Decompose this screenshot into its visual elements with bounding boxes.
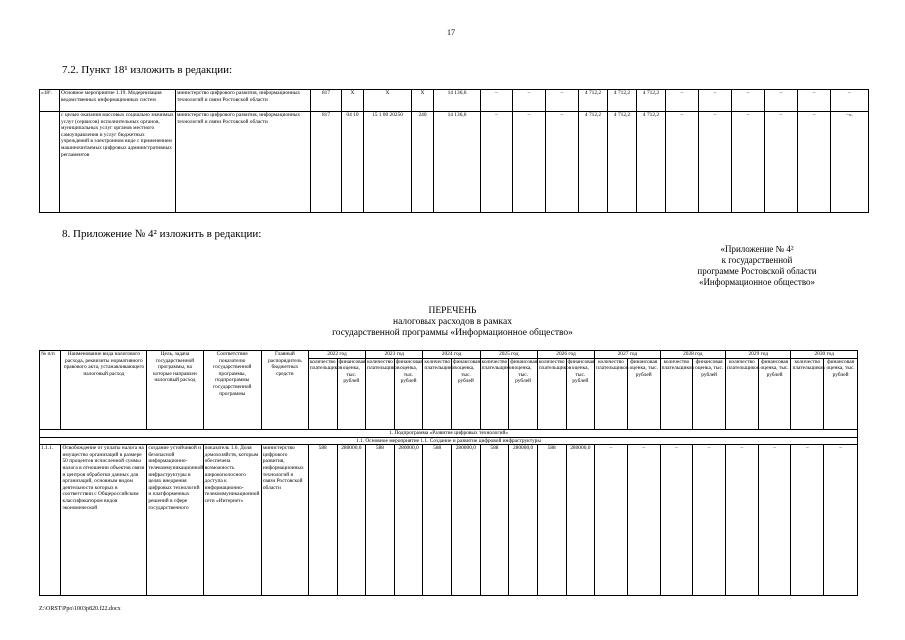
value-cell: 588 xyxy=(537,445,566,596)
table1-cell: 4 712,2 xyxy=(637,90,666,112)
head-gr: Главный распорядитель бюджетных средств xyxy=(261,351,308,430)
amendment-heading-2: 8. Приложение № 4² изложить в редакции: xyxy=(62,228,262,240)
table1-cell: – xyxy=(699,90,732,112)
estimate-header: финансовая оценка, тыс. рублей xyxy=(824,358,858,429)
table1-cell: – xyxy=(732,90,765,112)
subprogram-row: 1. Подпрограмма «Развитие цифровых технологий» xyxy=(40,430,858,438)
value-cell: 588 xyxy=(423,445,452,596)
head-name: Наименование вида налогового расхода, реквизиты нормативного правового акта, устанавливающего налоговый расход xyxy=(61,351,147,430)
title-line: государственной программы «Информационное общество» xyxy=(332,328,573,338)
table1-cell: – xyxy=(666,90,699,112)
value-cell: – xyxy=(627,445,660,596)
activity-row: 1.1. Основное мероприятие 1.1. Создание и развитие цифровой инфраструктуры xyxy=(40,437,858,445)
estimate-header: финансовая оценка, тыс. рублей xyxy=(758,358,791,429)
table1-cell: 240 xyxy=(412,112,434,213)
payers-count-header: количество плательщиков xyxy=(366,358,395,429)
value-cell: – xyxy=(595,445,628,596)
amendment-heading-1: 7.2. Пункт 18¹ изложить в редакции: xyxy=(62,64,233,76)
table1-cell: –». xyxy=(831,112,869,213)
value-cell: – xyxy=(660,445,693,596)
year-header: 2024 год xyxy=(423,351,480,359)
value-cell: 588 xyxy=(308,445,337,596)
appendix-line: программе Ростовской области xyxy=(697,266,817,276)
year-header: 2029 год xyxy=(726,351,791,359)
table1-cell: – xyxy=(798,112,831,213)
page-number: 17 xyxy=(447,28,455,37)
table1-cell: 817 xyxy=(311,112,342,213)
table1-cell: – xyxy=(481,90,513,112)
table1-cell: Основное мероприятие 1.19. Модернизация ведомственных информационных систем xyxy=(60,90,176,112)
table1-cell: – xyxy=(798,90,831,112)
row-goal: создание устойчивой и безопасной информационно-телекоммуникационной инфраструктуры в целях внедрения цифровых технологий и платформенных решений в сфере государственного xyxy=(147,445,203,596)
table1-cell: 4 712,2 xyxy=(637,112,666,213)
value-cell: – xyxy=(824,445,858,596)
title-line: налоговых расходов в рамках xyxy=(393,317,512,327)
value-cell: 280000,0 xyxy=(509,445,538,596)
table1-cell: – xyxy=(831,90,869,112)
payers-count-header: количество плательщиков xyxy=(423,358,452,429)
table1-cell: – xyxy=(732,112,765,213)
footer-path: Z:\ORST\Ppo\1003p820.f22.docx xyxy=(39,606,121,612)
table1-cell: 14 136,6 xyxy=(434,90,481,112)
table1-cell: 4 712,2 xyxy=(579,90,608,112)
table1-cell: Х xyxy=(342,90,364,112)
head-indicator: Соответствие показателю государственной программы, подпрограммы государственной программы xyxy=(203,351,261,430)
table1-cell: 15 1 00 20250 xyxy=(364,112,412,213)
table1-cell: – xyxy=(546,90,579,112)
row-indicator: показатель 1.6. Доля домохозяйств, которым обеспечена возможность широкополосного доступа к информационно-телекоммуникационной сети «Интернет» xyxy=(203,445,261,596)
table1-cell xyxy=(40,112,60,213)
year-header: 2026 год xyxy=(537,351,594,359)
table1-cell: – xyxy=(481,112,513,213)
table1-cell: 4 712,2 xyxy=(608,112,637,213)
value-cell: – xyxy=(791,445,824,596)
payers-count-header: количество плательщиков xyxy=(537,358,566,429)
value-cell: 588 xyxy=(480,445,509,596)
estimate-header: финансовая оценка, тыс. рублей xyxy=(394,358,423,429)
value-cell: 588 xyxy=(366,445,395,596)
appendix-line: к государственной xyxy=(721,255,793,265)
year-header: 2027 год xyxy=(595,351,660,359)
table1-cell: Х xyxy=(364,90,412,112)
table1-cell: – xyxy=(765,112,798,213)
payers-count-header: количество плательщиков xyxy=(480,358,509,429)
value-cell: 280000,0 xyxy=(566,445,595,596)
year-header: 2022 год xyxy=(308,351,365,359)
estimate-header: финансовая оценка, тыс. рублей xyxy=(337,358,366,429)
payers-count-header: количество плательщиков xyxy=(660,358,693,429)
tax-expenditure-table xyxy=(39,350,858,596)
head-goal: Цель, задача государственной программы, на которые направлен налоговый расход xyxy=(147,351,203,430)
table1-cell: 4 712,2 xyxy=(608,90,637,112)
table1-cell: – xyxy=(513,90,546,112)
table1-cell: министерство цифрового развития, информационных технологий и связи Ростовской области xyxy=(176,112,311,213)
value-cell: – xyxy=(758,445,791,596)
table1-cell: 4 712,2 xyxy=(579,112,608,213)
payers-count-header: количество плательщиков xyxy=(595,358,628,429)
document-title xyxy=(0,306,905,339)
table1-cell: 817 xyxy=(311,90,342,112)
head-num: № п/п xyxy=(40,351,61,430)
estimate-header: финансовая оценка, тыс. рублей xyxy=(693,358,726,429)
table1-cell: – xyxy=(699,112,732,213)
estimate-header: финансовая оценка, тыс. рублей xyxy=(452,358,481,429)
title-line: ПЕРЕЧЕНЬ xyxy=(428,306,477,316)
payers-count-header: количество плательщиков xyxy=(308,358,337,429)
table1-cell: 14 136,6 xyxy=(434,112,481,213)
estimate-header: финансовая оценка, тыс. рублей xyxy=(627,358,660,429)
value-cell: 280000,0 xyxy=(452,445,481,596)
row-gr: министерство цифрового развития, информационных технологий и связи Ростовской области xyxy=(261,445,308,596)
table1-cell: «18¹. xyxy=(40,90,60,112)
estimate-header: финансовая оценка, тыс. рублей xyxy=(509,358,538,429)
row-number: 1.1.1. xyxy=(40,445,61,596)
table1-cell: – xyxy=(666,112,699,213)
table1-cell: – xyxy=(765,90,798,112)
table1-cell: – xyxy=(513,112,546,213)
payers-count-header: количество плательщиков xyxy=(726,358,759,429)
year-header: 2030 год xyxy=(791,351,858,359)
appendix-line: «Приложение № 4² xyxy=(720,244,794,254)
year-header: 2028 год xyxy=(660,351,725,359)
table1-cell: министерство цифрового развития, информационных технологий и связи Ростовской области xyxy=(176,90,311,112)
appendix-line: «Информационное общество» xyxy=(698,277,816,287)
value-cell: – xyxy=(693,445,726,596)
table1-cell: 04 10 xyxy=(342,112,364,213)
table1-cell: с целью оказания массовых социально значимых услуг (сервисов) исполнительных органов, муниципальных услуг органов местного самоуправления и услуг бюджетных учреждений в электронном виде с применением машиночитаемых цифровых административных регламентов xyxy=(60,112,176,213)
payers-count-header: количество плательщиков xyxy=(791,358,824,429)
year-header: 2025 год xyxy=(480,351,537,359)
value-cell: 280000,0 xyxy=(337,445,366,596)
table1-cell: – xyxy=(546,112,579,213)
program-activity-table xyxy=(39,89,869,213)
estimate-header: финансовая оценка, тыс. рублей xyxy=(566,358,595,429)
appendix-caption xyxy=(667,244,847,288)
table1-cell: Х xyxy=(412,90,434,112)
row-name: Освобождение от уплаты налога на имущество организаций в размере 50 процентов исчисленной суммы налога в отношении объектов связи и центров обработки данных для организаций, основным видом деятельности которых в соответствии с Общероссийским классификатором видов экономической xyxy=(61,445,147,596)
value-cell: – xyxy=(726,445,759,596)
table1-row xyxy=(40,112,869,213)
value-cell: 280000,0 xyxy=(394,445,423,596)
year-header: 2023 год xyxy=(366,351,423,359)
table1-row xyxy=(40,90,869,112)
